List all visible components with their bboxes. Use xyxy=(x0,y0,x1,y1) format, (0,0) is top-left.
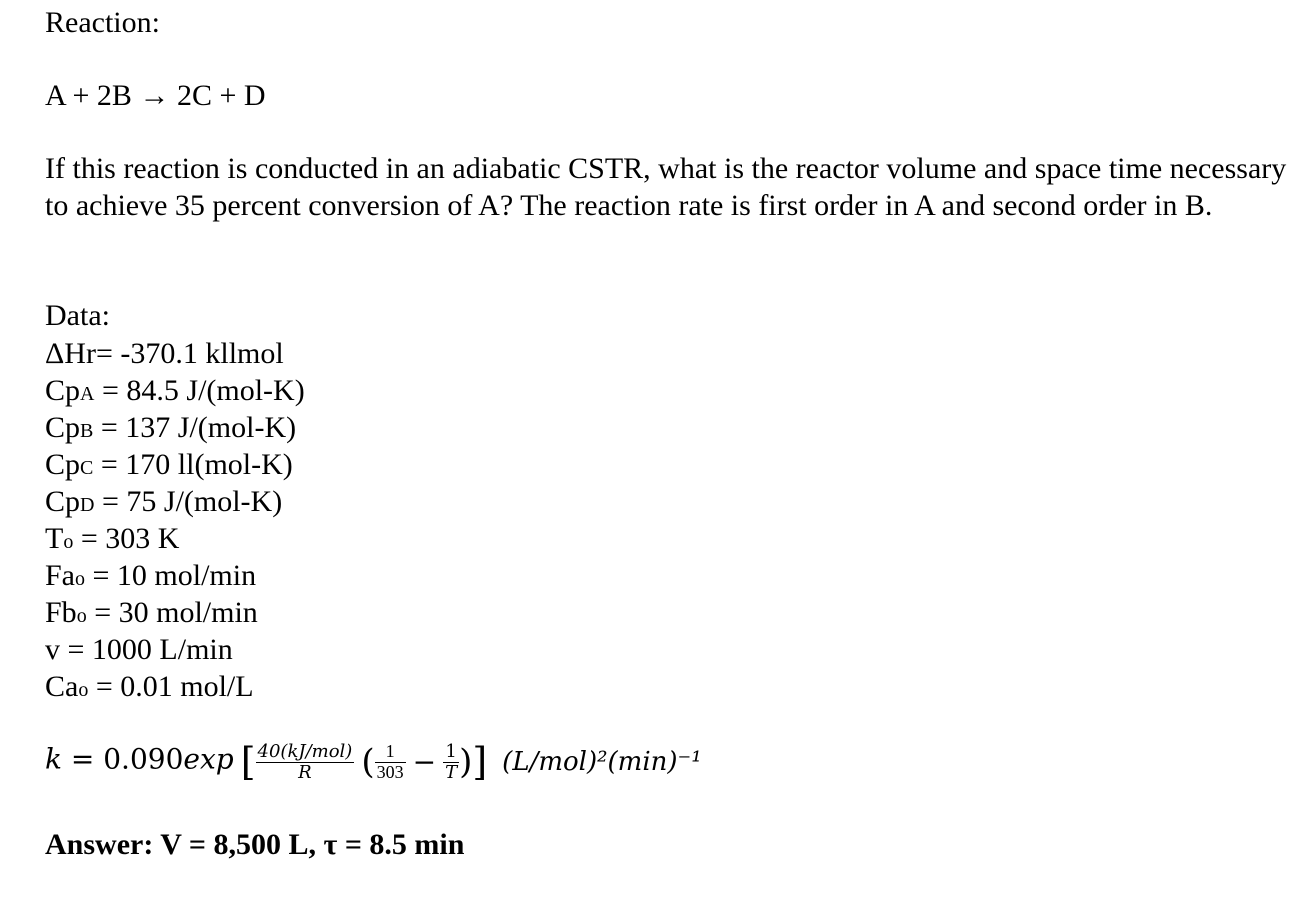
data-delta-hr xyxy=(45,339,284,369)
data-label: Fb xyxy=(45,596,77,629)
left-paren: ( xyxy=(361,742,375,782)
data-v xyxy=(45,635,233,665)
exp-function: exp xyxy=(183,742,234,776)
data-heading: Data: xyxy=(45,299,110,332)
fraction-denominator: 303 xyxy=(376,761,404,782)
data-subscript: o xyxy=(63,531,74,553)
data-value: = 10 mol/min xyxy=(92,559,257,592)
reaction-equation: A + 2B → 2C + D xyxy=(45,79,266,112)
fraction-numerator: 1 xyxy=(375,742,406,763)
minus-sign: − xyxy=(412,745,437,779)
rate-constant-equation xyxy=(45,740,702,810)
data-cp-a xyxy=(45,376,305,406)
data-value: = -370.1 kllmol xyxy=(95,337,284,370)
data-subscript: o xyxy=(76,605,87,627)
data-ca-o xyxy=(45,672,254,702)
data-subscript: o xyxy=(75,568,85,590)
data-value: = 75 J/(mol-K) xyxy=(101,485,283,518)
data-subscript: o xyxy=(78,679,89,701)
data-value: = 137 J/(mol-K) xyxy=(100,411,297,444)
data-cp-c xyxy=(45,450,293,480)
data-label: ΔHr xyxy=(45,337,96,370)
data-value: = 0.01 mol/L xyxy=(95,670,254,703)
data-label: Cp xyxy=(45,411,81,444)
data-fb-o xyxy=(45,598,258,628)
data-label: Fa xyxy=(45,559,75,592)
fraction-numerator: 1 xyxy=(443,742,459,763)
data-value: = 303 K xyxy=(80,522,180,555)
data-value: = 1000 L/min xyxy=(67,633,233,666)
data-label: T xyxy=(45,522,64,555)
data-value: = 170 ll(mol-K) xyxy=(100,448,293,481)
data-value: = 30 mol/min xyxy=(94,596,258,629)
data-label: Cp xyxy=(45,448,81,481)
reaction-heading: Reaction: xyxy=(45,6,160,39)
data-label: Ca xyxy=(45,670,79,703)
k-coefficient: = 0.090 xyxy=(61,742,184,776)
data-label: Cp xyxy=(45,485,81,518)
data-subscript: D xyxy=(80,494,95,516)
data-subscript: B xyxy=(80,420,94,442)
answer-text: Answer: V = 8,500 L, τ = 8.5 min xyxy=(45,828,465,861)
data-t-o xyxy=(45,524,179,554)
data-label: Cp xyxy=(45,374,81,407)
inverse-t0-fraction xyxy=(375,742,406,783)
activation-fraction xyxy=(256,742,355,783)
data-value: = 84.5 J/(mol-K) xyxy=(101,374,305,407)
right-bracket: ] xyxy=(472,740,488,784)
rate-units: (L/mol)²(min)⁻¹ xyxy=(502,747,702,777)
fraction-denominator: R xyxy=(298,761,312,783)
fraction-numerator: 40(kJ/mol) xyxy=(257,740,353,762)
data-label: v xyxy=(45,633,60,666)
data-cp-d xyxy=(45,487,282,517)
left-bracket: [ xyxy=(240,740,256,784)
data-fa-o xyxy=(45,561,256,591)
right-paren: ) xyxy=(459,742,473,782)
data-subscript: A xyxy=(80,383,95,405)
data-subscript: C xyxy=(80,457,94,479)
fraction-denominator: T xyxy=(445,761,458,783)
k-symbol: k xyxy=(45,742,62,776)
data-cp-b xyxy=(45,413,296,443)
inverse-t-fraction xyxy=(443,742,459,783)
question-text: If this reaction is conducted in an adiabatic CSTR, what is the reactor volume and space time necessary to achieve 35 percent conversion of A? The reaction rate is first order in A and second order in B. xyxy=(45,152,1287,222)
